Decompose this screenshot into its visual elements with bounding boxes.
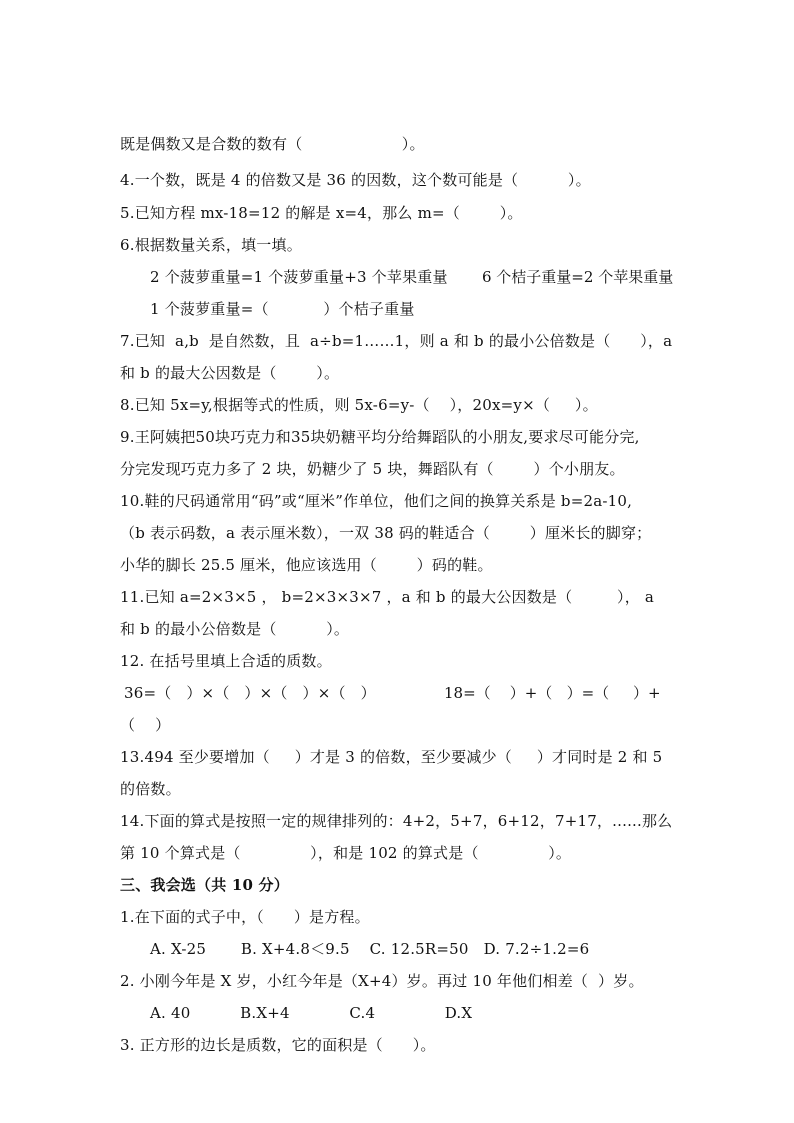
question-12-expr-2: 18=（ ）+（ ）=（ ）+ bbox=[444, 684, 661, 702]
question-11-cont: 和 b 的最小公倍数是（ ）。 bbox=[120, 620, 350, 638]
question-5: 5.已知方程 mx-18=12 的解是 x=4，那么 m=（ ）。 bbox=[120, 204, 523, 222]
question-6-relation-2: 6 个桔子重量=2 个苹果重量 bbox=[482, 268, 674, 286]
question-8: 8.已知 5x=y,根据等式的性质，则 5x-6=y-（ ），20x=y×（ ）。 bbox=[120, 396, 598, 414]
question-6-relation-1: 2 个菠萝重量=1 个菠萝重量+3 个苹果重量 bbox=[150, 268, 448, 286]
question-9: 9.王阿姨把50块巧克力和35块奶糖平均分给舞蹈队的小朋友,要求尽可能分完, bbox=[120, 428, 640, 446]
question-6: 6.根据数量关系，填一填。 bbox=[120, 236, 302, 254]
question-11: 11.已知 a=2×3×5 ， b=2×3×3×7 ，a 和 b 的最大公因数是（ ）， a bbox=[120, 588, 655, 606]
choice-question-1-options: A. X-25 B. X+4.8＜9.5 C. 12.5R=50 D. 7.2÷1.2=6 bbox=[150, 940, 590, 958]
question-14-cont: 第 10 个算式是（ ），和是 102 的算式是（ ）。 bbox=[120, 844, 572, 862]
question-10: 10.鞋的尺码通常用“码”或“厘米”作单位，他们之间的换算关系是 b=2a-10, bbox=[120, 492, 633, 510]
question-9-cont: 分完发现巧克力多了 2 块，奶糖少了 5 块，舞蹈队有（ ）个小朋友。 bbox=[120, 460, 625, 478]
question-12-expr-1: 36=（ ）×（ ）×（ ）×（ ） bbox=[124, 684, 376, 702]
question-14: 14.下面的算式是按照一定的规律排列的：4+2，5+7，6+12，7+17，......那么 bbox=[120, 812, 673, 830]
question-3-cont: 既是偶数又是合数的数有（ ）。 bbox=[120, 135, 425, 153]
question-7-cont: 和 b 的最大公因数是（ ）。 bbox=[120, 364, 340, 382]
question-4: 4.一个数，既是 4 的倍数又是 36 的因数，这个数可能是（ ）。 bbox=[120, 171, 591, 189]
question-6-answer: 1 个菠萝重量=（ ）个桔子重量 bbox=[150, 300, 415, 318]
question-12: 12. 在括号里填上合适的质数。 bbox=[120, 652, 332, 670]
choice-question-2: 2. 小刚今年是 X 岁，小红今年是（X+4）岁。再过 10 年他们相差（ ）岁。 bbox=[120, 972, 644, 990]
question-13: 13.494 至少要增加（ ）才是 3 的倍数，至少要减少（ ）才同时是 2 和 5 bbox=[120, 748, 663, 766]
question-7: 7.已知 a,b 是自然数，且 a÷b=1……1，则 a 和 b 的最小公倍数是（ ），a bbox=[120, 332, 673, 350]
question-10-cont-1: （b 表示码数，a 表示厘米数），一双 38 码的鞋适合（ ）厘米长的脚穿； bbox=[120, 524, 652, 542]
question-13-cont: 的倍数。 bbox=[120, 780, 181, 798]
choice-question-1: 1.在下面的式子中，（ ）是方程。 bbox=[120, 908, 370, 926]
question-10-cont-2: 小华的脚长 25.5 厘米，他应该选用（ ）码的鞋。 bbox=[120, 556, 493, 574]
section-3-heading: 三、我会选（共 10 分） bbox=[120, 876, 289, 894]
choice-question-2-options: A. 40 B.X+4 C.4 D.X bbox=[150, 1004, 473, 1022]
question-12-cont: （ ） bbox=[120, 716, 171, 734]
choice-question-3: 3. 正方形的边长是质数，它的面积是（ ）。 bbox=[120, 1036, 436, 1054]
